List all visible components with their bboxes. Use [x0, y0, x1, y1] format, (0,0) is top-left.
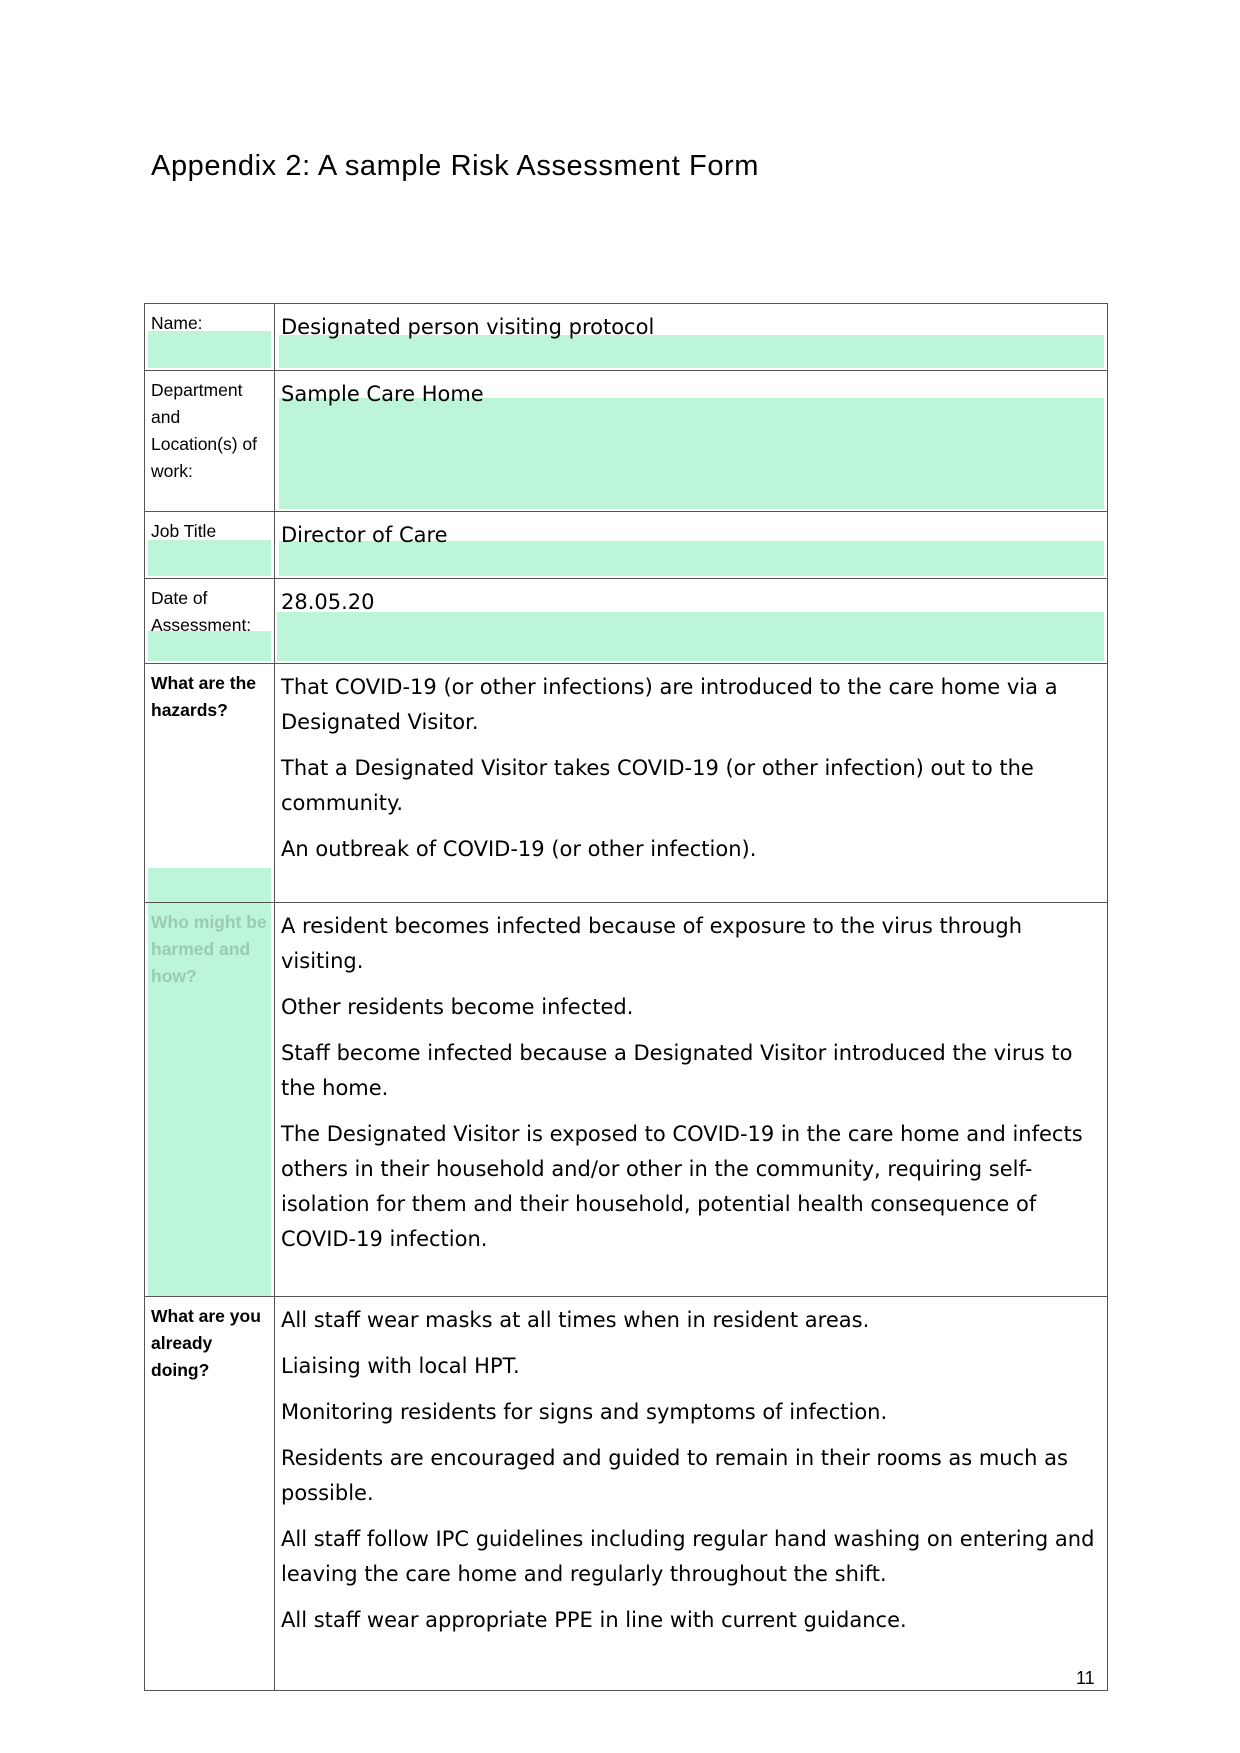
value-cell — [275, 304, 1107, 370]
label-cell — [145, 903, 275, 1296]
harm-item: A resident becomes infected because of exposure to the virus through visiting. — [281, 914, 1023, 973]
hazard-item: That a Designated Visitor takes COVID-19 (or other infection) out to the community. — [281, 756, 1034, 815]
harm-item: Other residents become infected. — [281, 995, 634, 1019]
row-date — [145, 579, 1107, 664]
page-number: 11 — [1076, 1668, 1095, 1688]
label: What are the hazards? — [151, 673, 257, 720]
page-title: Appendix 2: A sample Risk Assessment Form — [151, 150, 760, 182]
label: What are you already doing? — [151, 1306, 261, 1380]
risk-assessment-table — [144, 303, 1108, 1691]
harm-item: The Designated Visitor is exposed to COVID-19 in the care home and infects others in their household and/or other in the community, requiring self-isolation for them and their household, potential health consequence of COVID-19 infection. — [281, 1122, 1083, 1251]
label: Date of Assessment: — [151, 588, 252, 635]
value-cell — [275, 1297, 1107, 1690]
label-cell — [145, 664, 275, 902]
value-cell — [275, 579, 1107, 663]
harm-item: Staff become infected because a Designated Visitor introduced the virus to the home. — [281, 1041, 1073, 1100]
label: Name: — [151, 313, 203, 333]
row-department — [145, 371, 1107, 512]
hazard-item: An outbreak of COVID-19 (or other infection). — [281, 837, 757, 861]
value-cell — [275, 371, 1107, 511]
department-value: Sample Care Home — [281, 382, 484, 406]
measure-item: Liaising with local HPT. — [281, 1354, 520, 1378]
measure-item: All staff wear masks at all times when in resident areas. — [281, 1308, 870, 1332]
row-hazards — [145, 664, 1107, 903]
hazard-item: That COVID-19 (or other infections) are introduced to the care home via a Designated Visitor. — [281, 675, 1058, 734]
row-name — [145, 304, 1107, 371]
label: Who might be harmed and how? — [151, 912, 267, 986]
measure-item: All staff follow IPC guidelines including regular hand washing on entering and leaving the care home and regularly throughout the shift. — [281, 1527, 1095, 1586]
label-cell — [145, 371, 275, 511]
label-cell — [145, 512, 275, 578]
measure-item: Monitoring residents for signs and symptoms of infection. — [281, 1400, 888, 1424]
value-cell — [275, 903, 1107, 1296]
row-job-title — [145, 512, 1107, 579]
row-who-harmed — [145, 903, 1107, 1297]
job-title-value: Director of Care — [281, 523, 448, 547]
label: Job Title — [151, 521, 217, 541]
value-cell — [275, 512, 1107, 578]
name-value: Designated person visiting protocol — [281, 315, 655, 339]
measure-item: All staff wear appropriate PPE in line with current guidance. — [281, 1608, 907, 1632]
row-already-doing — [145, 1297, 1107, 1691]
value-cell — [275, 664, 1107, 902]
measure-item: Residents are encouraged and guided to remain in their rooms as much as possible. — [281, 1446, 1068, 1505]
label-cell — [145, 1297, 275, 1690]
label-cell — [145, 579, 275, 663]
label: Department and Location(s) of work: — [151, 380, 258, 481]
label-cell — [145, 304, 275, 370]
date-value: 28.05.20 — [281, 590, 375, 614]
